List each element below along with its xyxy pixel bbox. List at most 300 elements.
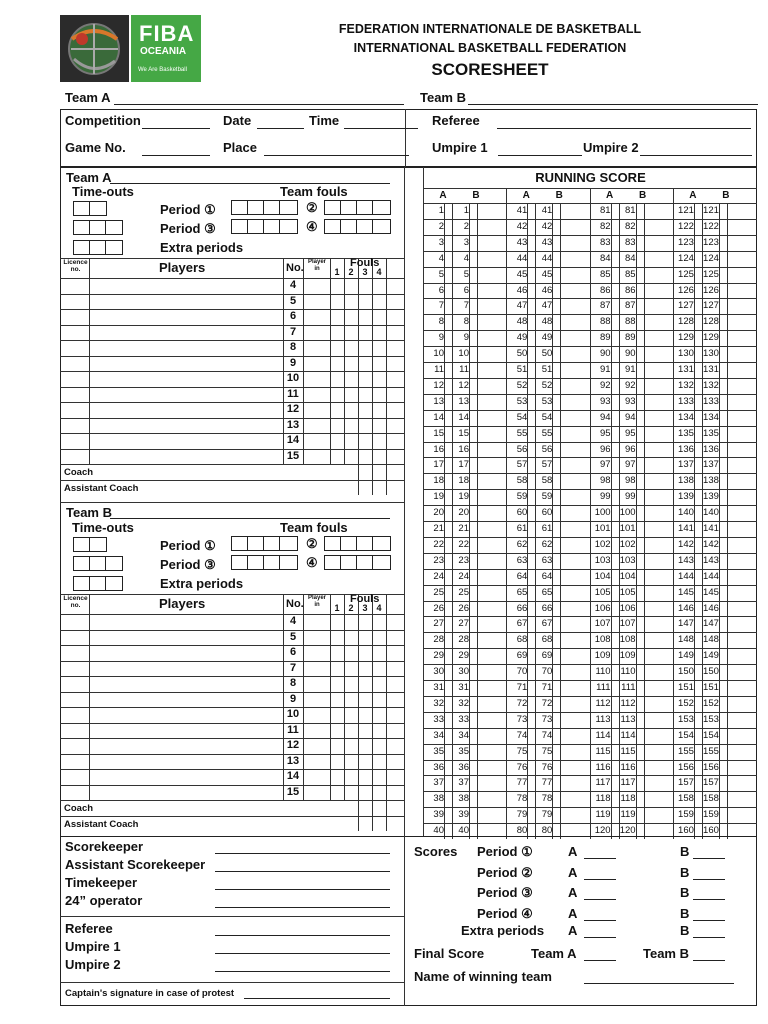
score-cell-b[interactable]: 31 <box>458 682 469 693</box>
player-row[interactable] <box>61 402 403 418</box>
score-cell-a[interactable]: 75 <box>516 745 528 757</box>
score-cell-b[interactable]: 101 <box>619 523 636 534</box>
period-b-score-field[interactable] <box>693 858 725 859</box>
score-cell-a[interactable]: 145 <box>678 586 694 598</box>
score-cell-a[interactable]: 159 <box>678 809 694 821</box>
score-cell-a[interactable]: 43 <box>516 236 528 248</box>
score-cell-a[interactable]: 14 <box>433 411 444 423</box>
score-cell-a[interactable]: 102 <box>594 538 611 550</box>
score-cell-b[interactable]: 18 <box>458 475 469 487</box>
score-cell-b[interactable]: 51 <box>541 364 553 375</box>
score-cell-b[interactable]: 159 <box>703 809 719 821</box>
score-cell-b[interactable]: 46 <box>541 284 553 296</box>
score-cell-b[interactable]: 64 <box>541 570 553 582</box>
score-cell-a[interactable]: 131 <box>678 364 694 375</box>
player-row[interactable] <box>61 387 403 403</box>
score-cell-b[interactable]: 125 <box>703 268 719 280</box>
score-cell-a[interactable]: 26 <box>433 602 444 614</box>
score-cell-a[interactable]: 151 <box>678 682 694 693</box>
referee-field[interactable] <box>497 128 751 129</box>
score-cell-b[interactable]: 28 <box>458 634 469 646</box>
score-cell-b[interactable]: 120 <box>619 825 636 837</box>
score-cell-a[interactable]: 21 <box>433 523 444 534</box>
score-cell-b[interactable]: 25 <box>458 586 469 598</box>
score-cell-b[interactable]: 56 <box>541 443 553 455</box>
score-cell-a[interactable]: 89 <box>600 332 611 344</box>
score-cell-b[interactable]: 123 <box>703 236 719 248</box>
score-cell-b[interactable]: 84 <box>625 252 636 264</box>
score-cell-a[interactable]: 154 <box>678 729 694 741</box>
score-cell-b[interactable]: 155 <box>703 745 719 757</box>
score-cell-b[interactable]: 10 <box>458 348 469 360</box>
score-cell-a[interactable]: 104 <box>594 570 611 582</box>
score-cell-b[interactable]: 20 <box>458 507 469 519</box>
score-cell-a[interactable]: 59 <box>516 491 528 503</box>
score-cell-b[interactable]: 87 <box>625 300 636 312</box>
score-cell-a[interactable]: 69 <box>516 650 528 662</box>
score-cell-b[interactable]: 150 <box>703 666 719 678</box>
period-b-score-field[interactable] <box>693 920 725 921</box>
score-cell-b[interactable]: 147 <box>703 618 719 630</box>
score-cell-b[interactable]: 77 <box>541 777 553 789</box>
score-cell-a[interactable]: 73 <box>516 713 528 725</box>
score-cell-a[interactable]: 38 <box>433 793 444 805</box>
score-cell-a[interactable]: 121 <box>678 205 694 216</box>
player-row[interactable] <box>61 325 403 341</box>
umpire2-field[interactable] <box>640 155 752 156</box>
score-cell-b[interactable]: 109 <box>619 650 636 662</box>
score-cell-a[interactable]: 72 <box>516 697 528 709</box>
score-cell-a[interactable]: 65 <box>516 586 528 598</box>
score-cell-a[interactable]: 114 <box>595 729 611 741</box>
score-cell-a[interactable]: 9 <box>438 332 444 344</box>
score-cell-b[interactable]: 70 <box>541 666 553 678</box>
score-cell-a[interactable]: 106 <box>594 602 611 614</box>
score-cell-b[interactable]: 148 <box>703 634 719 646</box>
score-cell-b[interactable]: 160 <box>703 825 719 837</box>
score-cell-a[interactable]: 52 <box>516 379 528 391</box>
score-cell-a[interactable]: 41 <box>516 205 528 216</box>
score-cell-a[interactable]: 13 <box>433 395 444 407</box>
score-cell-a[interactable]: 28 <box>433 634 444 646</box>
score-cell-b[interactable]: 139 <box>703 491 719 503</box>
score-cell-a[interactable]: 48 <box>516 316 528 328</box>
score-cell-a[interactable]: 108 <box>594 634 611 646</box>
score-cell-b[interactable]: 26 <box>458 602 469 614</box>
score-cell-a[interactable]: 116 <box>595 761 611 773</box>
place-field[interactable] <box>264 155 409 156</box>
player-row[interactable] <box>61 645 403 661</box>
score-cell-b[interactable]: 93 <box>625 395 636 407</box>
score-cell-a[interactable]: 6 <box>438 284 444 296</box>
score-cell-b[interactable]: 47 <box>541 300 553 312</box>
score-cell-a[interactable]: 20 <box>433 507 444 519</box>
team-fouls-period1[interactable] <box>231 200 298 215</box>
score-cell-a[interactable]: 37 <box>433 777 444 789</box>
score-cell-b[interactable]: 34 <box>458 729 469 741</box>
player-row[interactable] <box>61 418 403 434</box>
timekeeper-field[interactable] <box>215 889 390 890</box>
score-cell-a[interactable]: 87 <box>600 300 611 312</box>
score-cell-b[interactable]: 37 <box>458 777 469 789</box>
score-cell-a[interactable]: 7 <box>438 300 444 312</box>
score-cell-a[interactable]: 92 <box>600 379 611 391</box>
score-cell-a[interactable]: 40 <box>433 825 444 837</box>
score-cell-a[interactable]: 5 <box>438 268 444 280</box>
score-cell-b[interactable]: 58 <box>541 475 553 487</box>
score-cell-a[interactable]: 56 <box>516 443 528 455</box>
player-row[interactable] <box>61 371 403 387</box>
score-cell-a[interactable]: 63 <box>516 554 528 566</box>
score-cell-b[interactable]: 13 <box>458 395 469 407</box>
timeout-boxes-row3[interactable] <box>73 240 123 255</box>
score-cell-a[interactable]: 53 <box>516 395 528 407</box>
team-fouls-period2[interactable] <box>324 200 391 215</box>
score-cell-b[interactable]: 29 <box>458 650 469 662</box>
team-fouls-period3[interactable] <box>231 219 298 234</box>
extra-periods-b-field[interactable] <box>693 937 725 938</box>
score-cell-b[interactable]: 54 <box>541 411 553 423</box>
score-cell-b[interactable]: 11 <box>459 364 469 375</box>
score-cell-b[interactable]: 76 <box>541 761 553 773</box>
score-cell-a[interactable]: 134 <box>678 411 694 423</box>
final-team-a-field[interactable] <box>584 960 616 961</box>
score-cell-b[interactable]: 2 <box>463 220 469 232</box>
score-cell-b[interactable]: 134 <box>703 411 719 423</box>
score-cell-a[interactable]: 137 <box>678 459 694 471</box>
score-cell-b[interactable]: 14 <box>458 411 469 423</box>
score-cell-b[interactable]: 86 <box>625 284 636 296</box>
score-cell-a[interactable]: 112 <box>595 697 611 709</box>
score-cell-b[interactable]: 27 <box>458 618 469 630</box>
period-a-score-field[interactable] <box>584 858 616 859</box>
score-cell-b[interactable]: 71 <box>541 682 553 693</box>
umpire1-sign-field[interactable] <box>215 953 390 954</box>
score-cell-b[interactable]: 36 <box>458 761 469 773</box>
player-row[interactable] <box>61 433 403 449</box>
player-row[interactable] <box>61 754 403 770</box>
score-cell-b[interactable]: 158 <box>703 793 719 805</box>
score-cell-b[interactable]: 55 <box>541 427 553 439</box>
player-row[interactable] <box>61 294 403 310</box>
competition-field[interactable] <box>142 128 210 129</box>
team-fouls-period1[interactable] <box>231 536 298 551</box>
score-cell-a[interactable]: 39 <box>433 809 444 821</box>
score-cell-b[interactable]: 81 <box>625 205 636 216</box>
score-cell-a[interactable]: 34 <box>433 729 444 741</box>
score-cell-a[interactable]: 47 <box>516 300 528 312</box>
team-fouls-period4[interactable] <box>324 555 391 570</box>
score-cell-a[interactable]: 66 <box>516 602 528 614</box>
score-cell-a[interactable]: 10 <box>433 348 444 360</box>
score-cell-b[interactable]: 145 <box>703 586 719 598</box>
score-cell-b[interactable]: 79 <box>541 809 553 821</box>
score-cell-a[interactable]: 152 <box>678 697 694 709</box>
score-cell-a[interactable]: 35 <box>433 745 444 757</box>
score-cell-b[interactable]: 114 <box>620 729 636 741</box>
score-cell-b[interactable]: 62 <box>541 538 553 550</box>
score-cell-a[interactable]: 67 <box>516 618 528 630</box>
score-cell-b[interactable]: 16 <box>458 443 469 455</box>
score-cell-a[interactable]: 101 <box>594 523 611 534</box>
score-cell-b[interactable]: 83 <box>625 236 636 248</box>
score-cell-b[interactable]: 72 <box>541 697 553 709</box>
score-cell-a[interactable]: 70 <box>516 666 528 678</box>
score-cell-a[interactable]: 132 <box>678 379 694 391</box>
score-cell-a[interactable]: 98 <box>600 475 611 487</box>
score-cell-b[interactable]: 92 <box>625 379 636 391</box>
score-cell-b[interactable]: 74 <box>541 729 553 741</box>
score-cell-a[interactable]: 88 <box>600 316 611 328</box>
time-field[interactable] <box>344 128 418 129</box>
date-field[interactable] <box>257 128 304 129</box>
score-cell-b[interactable]: 153 <box>703 713 719 725</box>
score-cell-b[interactable]: 142 <box>703 538 719 550</box>
period-b-score-field[interactable] <box>693 899 725 900</box>
score-cell-b[interactable]: 65 <box>541 586 553 598</box>
score-cell-b[interactable]: 67 <box>541 618 553 630</box>
score-cell-b[interactable]: 59 <box>541 491 553 503</box>
score-cell-b[interactable]: 154 <box>703 729 719 741</box>
score-cell-a[interactable]: 76 <box>516 761 528 773</box>
team-fouls-period4[interactable] <box>324 219 391 234</box>
score-cell-a[interactable]: 1 <box>438 205 444 216</box>
timeout-boxes-row1[interactable] <box>73 537 107 552</box>
score-cell-a[interactable]: 158 <box>678 793 694 805</box>
team-b-name-field[interactable] <box>110 518 390 519</box>
umpire1-field[interactable] <box>498 155 582 156</box>
referee-sign-field[interactable] <box>215 935 390 936</box>
score-cell-b[interactable]: 129 <box>703 332 719 344</box>
score-cell-b[interactable]: 4 <box>463 252 469 264</box>
team-fouls-period2[interactable] <box>324 536 391 551</box>
score-cell-a[interactable]: 77 <box>516 777 528 789</box>
score-cell-b[interactable]: 116 <box>620 761 636 773</box>
score-cell-a[interactable]: 126 <box>678 284 694 296</box>
score-cell-a[interactable]: 68 <box>516 634 528 646</box>
score-cell-a[interactable]: 146 <box>678 602 694 614</box>
score-cell-a[interactable]: 27 <box>433 618 444 630</box>
score-cell-a[interactable]: 44 <box>516 252 528 264</box>
score-cell-b[interactable]: 119 <box>620 809 636 821</box>
score-cell-a[interactable]: 17 <box>433 459 444 471</box>
score-cell-b[interactable]: 42 <box>541 220 553 232</box>
score-cell-a[interactable]: 111 <box>596 682 611 693</box>
score-cell-b[interactable]: 151 <box>703 682 719 693</box>
score-cell-a[interactable]: 4 <box>438 252 444 264</box>
score-cell-b[interactable]: 137 <box>703 459 719 471</box>
score-cell-a[interactable]: 160 <box>678 825 694 837</box>
score-cell-b[interactable]: 108 <box>619 634 636 646</box>
score-cell-b[interactable]: 146 <box>703 602 719 614</box>
score-cell-b[interactable]: 105 <box>619 586 636 598</box>
player-row[interactable] <box>61 692 403 708</box>
score-cell-a[interactable]: 29 <box>433 650 444 662</box>
score-cell-a[interactable]: 42 <box>516 220 528 232</box>
score-cell-b[interactable]: 48 <box>541 316 553 328</box>
score-cell-a[interactable]: 60 <box>516 507 528 519</box>
score-cell-a[interactable]: 82 <box>600 220 611 232</box>
player-row[interactable] <box>61 340 403 356</box>
score-cell-b[interactable]: 82 <box>625 220 636 232</box>
score-cell-b[interactable]: 5 <box>463 268 469 280</box>
team-a-name-field[interactable] <box>110 183 390 184</box>
score-cell-a[interactable]: 110 <box>595 666 611 678</box>
score-cell-a[interactable]: 51 <box>516 364 528 375</box>
protest-field[interactable] <box>244 998 390 999</box>
score-cell-b[interactable]: 126 <box>703 284 719 296</box>
score-cell-b[interactable]: 69 <box>541 650 553 662</box>
score-cell-a[interactable]: 36 <box>433 761 444 773</box>
score-cell-a[interactable]: 107 <box>594 618 611 630</box>
score-cell-a[interactable]: 81 <box>600 205 611 216</box>
score-cell-b[interactable]: 130 <box>703 348 719 360</box>
score-cell-b[interactable]: 78 <box>541 793 553 805</box>
team-fouls-period3[interactable] <box>231 555 298 570</box>
score-cell-b[interactable]: 121 <box>703 205 719 216</box>
score-cell-b[interactable]: 107 <box>619 618 636 630</box>
score-cell-b[interactable]: 35 <box>458 745 469 757</box>
score-cell-a[interactable]: 33 <box>433 713 444 725</box>
score-cell-a[interactable]: 50 <box>516 348 528 360</box>
score-cell-b[interactable]: 45 <box>541 268 553 280</box>
score-cell-b[interactable]: 94 <box>625 411 636 423</box>
score-cell-a[interactable]: 74 <box>516 729 528 741</box>
score-cell-a[interactable]: 136 <box>678 443 694 455</box>
score-cell-b[interactable]: 106 <box>619 602 636 614</box>
player-row[interactable] <box>61 630 403 646</box>
score-cell-a[interactable]: 103 <box>594 554 611 566</box>
score-cell-b[interactable]: 95 <box>625 427 636 439</box>
score-cell-b[interactable]: 90 <box>625 348 636 360</box>
score-cell-b[interactable]: 103 <box>619 554 636 566</box>
player-row[interactable] <box>61 676 403 692</box>
score-cell-a[interactable]: 90 <box>600 348 611 360</box>
scorekeeper-field[interactable] <box>215 853 390 854</box>
score-cell-a[interactable]: 71 <box>516 682 528 693</box>
score-cell-a[interactable]: 140 <box>678 507 694 519</box>
score-cell-b[interactable]: 99 <box>625 491 636 503</box>
score-cell-a[interactable]: 54 <box>516 411 528 423</box>
score-cell-b[interactable]: 89 <box>625 332 636 344</box>
score-cell-a[interactable]: 83 <box>600 236 611 248</box>
score-cell-b[interactable]: 68 <box>541 634 553 646</box>
score-cell-b[interactable]: 141 <box>703 523 719 534</box>
score-cell-b[interactable]: 96 <box>625 443 636 455</box>
score-cell-a[interactable]: 144 <box>678 570 694 582</box>
score-cell-a[interactable]: 57 <box>516 459 528 471</box>
score-cell-b[interactable]: 30 <box>458 666 469 678</box>
score-cell-b[interactable]: 112 <box>620 697 636 709</box>
score-cell-b[interactable]: 88 <box>625 316 636 328</box>
score-cell-b[interactable]: 66 <box>541 602 553 614</box>
score-cell-a[interactable]: 80 <box>516 825 528 837</box>
score-cell-b[interactable]: 73 <box>541 713 553 725</box>
timeout-boxes-row1[interactable] <box>73 201 107 216</box>
team-b-field[interactable] <box>468 104 758 105</box>
score-cell-b[interactable]: 128 <box>703 316 719 328</box>
score-cell-a[interactable]: 18 <box>433 475 444 487</box>
score-cell-a[interactable]: 139 <box>678 491 694 503</box>
score-cell-b[interactable]: 32 <box>458 697 469 709</box>
score-cell-a[interactable]: 91 <box>600 364 611 375</box>
score-cell-b[interactable]: 136 <box>703 443 719 455</box>
score-cell-b[interactable]: 156 <box>703 761 719 773</box>
score-cell-a[interactable]: 86 <box>600 284 611 296</box>
score-cell-a[interactable]: 46 <box>516 284 528 296</box>
score-cell-a[interactable]: 142 <box>678 538 694 550</box>
score-cell-b[interactable]: 19 <box>458 491 469 503</box>
score-cell-a[interactable]: 149 <box>678 650 694 662</box>
player-row[interactable] <box>61 614 403 630</box>
score-cell-b[interactable]: 40 <box>458 825 469 837</box>
score-cell-b[interactable]: 75 <box>541 745 553 757</box>
score-cell-b[interactable]: 3 <box>463 236 469 248</box>
score-cell-b[interactable]: 85 <box>625 268 636 280</box>
winning-team-field[interactable] <box>584 983 734 984</box>
score-cell-a[interactable]: 128 <box>678 316 694 328</box>
extra-periods-a-field[interactable] <box>584 937 616 938</box>
timeout-boxes-row2[interactable] <box>73 220 123 235</box>
score-cell-a[interactable]: 157 <box>678 777 694 789</box>
score-cell-a[interactable]: 55 <box>516 427 528 439</box>
score-cell-a[interactable]: 79 <box>516 809 528 821</box>
score-cell-a[interactable]: 117 <box>595 777 611 789</box>
score-cell-a[interactable]: 3 <box>438 236 444 248</box>
score-cell-b[interactable]: 15 <box>458 427 469 439</box>
score-cell-b[interactable]: 135 <box>703 427 719 439</box>
score-cell-b[interactable]: 157 <box>703 777 719 789</box>
score-cell-a[interactable]: 135 <box>678 427 694 439</box>
score-cell-a[interactable]: 127 <box>678 300 694 312</box>
score-cell-a[interactable]: 123 <box>678 236 694 248</box>
score-cell-a[interactable]: 122 <box>678 220 694 232</box>
score-cell-b[interactable]: 124 <box>703 252 719 264</box>
score-cell-a[interactable]: 105 <box>594 586 611 598</box>
score-cell-a[interactable]: 147 <box>678 618 694 630</box>
score-cell-a[interactable]: 12 <box>433 379 444 391</box>
score-cell-b[interactable]: 118 <box>620 793 636 805</box>
score-cell-a[interactable]: 119 <box>595 809 611 821</box>
score-cell-a[interactable]: 124 <box>678 252 694 264</box>
score-cell-b[interactable]: 63 <box>541 554 553 566</box>
score-cell-b[interactable]: 23 <box>458 554 469 566</box>
score-cell-a[interactable]: 2 <box>438 220 444 232</box>
score-cell-a[interactable]: 141 <box>678 523 694 534</box>
score-cell-a[interactable]: 19 <box>433 491 444 503</box>
score-cell-a[interactable]: 95 <box>600 427 611 439</box>
score-cell-a[interactable]: 61 <box>516 523 528 534</box>
score-cell-a[interactable]: 45 <box>516 268 528 280</box>
score-cell-a[interactable]: 118 <box>595 793 611 805</box>
score-cell-b[interactable]: 100 <box>619 507 636 519</box>
player-row[interactable] <box>61 769 403 785</box>
score-cell-b[interactable]: 33 <box>458 713 469 725</box>
score-cell-b[interactable]: 41 <box>541 205 553 216</box>
score-cell-b[interactable]: 111 <box>621 682 636 693</box>
score-cell-b[interactable]: 52 <box>541 379 553 391</box>
player-row[interactable] <box>61 449 403 465</box>
score-cell-a[interactable]: 8 <box>438 316 444 328</box>
team-a-field[interactable] <box>114 104 404 105</box>
score-cell-a[interactable]: 31 <box>433 682 444 693</box>
score-cell-a[interactable]: 78 <box>516 793 528 805</box>
score-cell-b[interactable]: 60 <box>541 507 553 519</box>
player-row[interactable] <box>61 661 403 677</box>
score-cell-b[interactable]: 132 <box>703 379 719 391</box>
player-row[interactable] <box>61 707 403 723</box>
score-cell-b[interactable]: 61 <box>541 523 553 534</box>
